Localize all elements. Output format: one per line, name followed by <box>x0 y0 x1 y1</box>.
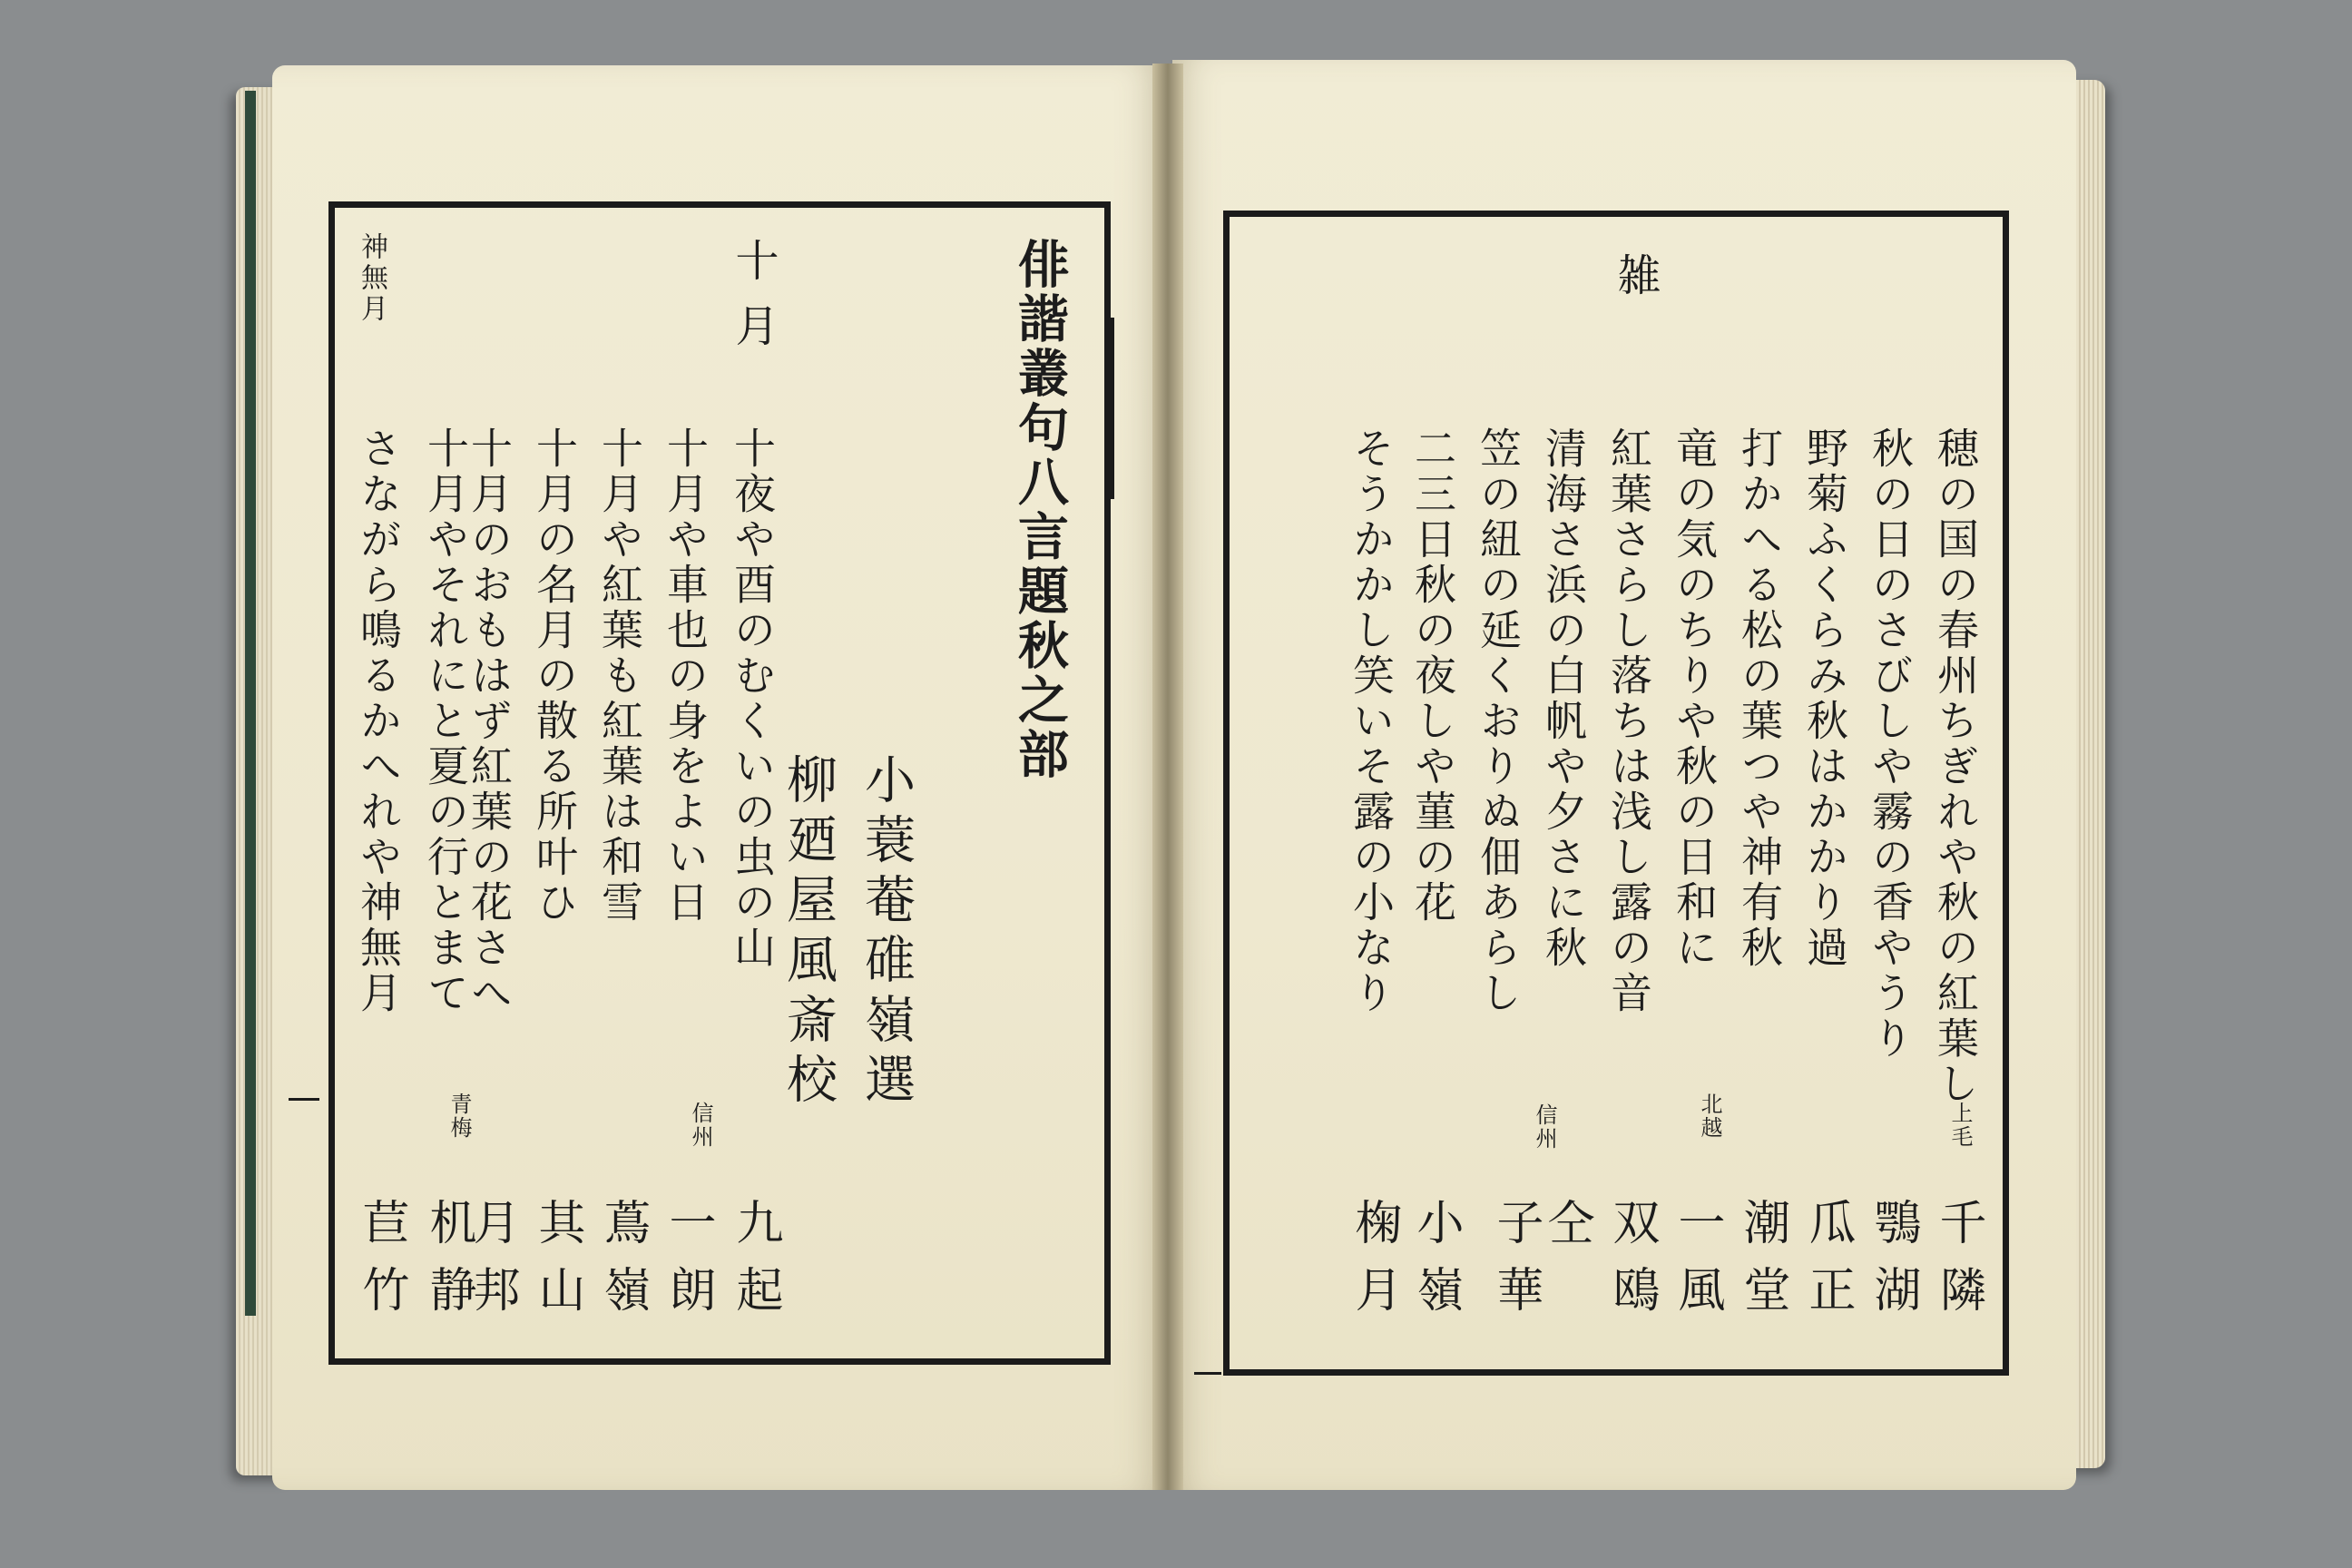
left-verse-7-author: 苣竹 <box>354 1198 408 1332</box>
left-verse-5-author: 月邦 <box>465 1198 519 1332</box>
editor-line-1: 小蓑菴碓嶺選 <box>857 753 916 1112</box>
right-verse-5-note: 北越 <box>1697 1093 1722 1140</box>
left-verse-2-author: 一朗 <box>661 1198 715 1332</box>
right-margin-tick <box>1194 1372 1221 1375</box>
right-verse-6-author: 双鴎 <box>1604 1198 1659 1332</box>
right-verse-2: 秋の日のさびしや霧の香やうり <box>1866 426 1915 1062</box>
section-alias: 神無月 <box>356 232 387 325</box>
right-verse-1-note: 上毛 <box>1947 1102 1973 1149</box>
right-verse-5: 竜の気のちりや秋の日和に <box>1670 426 1719 971</box>
left-verse-7: さながら鳴るかへれや神無月 <box>354 426 403 1016</box>
collection-title: 俳諧叢句八言題秋之部 <box>1010 238 1070 782</box>
right-verse-4-author: 潮堂 <box>1735 1198 1789 1332</box>
right-verse-9-author: 小嶺 <box>1408 1198 1463 1332</box>
left-verse-4-author: 其山 <box>530 1198 584 1332</box>
right-verse-1-author: 千隣 <box>1931 1198 1985 1332</box>
left-verse-5: 十月のおもはず紅葉の花さへ <box>465 426 514 1016</box>
title-side-rule <box>1109 318 1114 499</box>
right-verse-5-author: 一風 <box>1670 1198 1724 1332</box>
editor-line-2: 柳廼屋風斎校 <box>779 753 838 1112</box>
right-verse-7-author: 仝 <box>1539 1198 1593 1265</box>
right-verse-10: そうかかし笑いそ露の小なり <box>1347 426 1396 1016</box>
left-verse-6-author: 机静 <box>421 1198 475 1332</box>
book-cover-edge <box>245 91 256 1316</box>
section-heading: 雑 <box>1610 252 1661 318</box>
left-verse-3: 十月や紅葉も紅葉は和雪 <box>595 426 644 926</box>
book-gutter <box>1152 64 1183 1490</box>
left-verse-5-note: 青梅 <box>446 1093 472 1140</box>
left-verse-1-author: 九起 <box>728 1198 782 1332</box>
left-verse-4: 十月の名月の散る所叶ひ <box>530 426 579 926</box>
left-verse-3-author: 蔦嶺 <box>595 1198 650 1332</box>
right-verse-9: 二三日秋の夜しや菫の花 <box>1408 426 1457 926</box>
left-verse-1: 十夜や酉のむくいの虫の山 <box>728 426 777 971</box>
right-verse-8-note: 信州 <box>1532 1103 1557 1151</box>
right-verse-8: 笠の紐の延くおりぬ佃あらし <box>1474 426 1523 1016</box>
left-verse-6: 十月やそれにと夏の行とまて <box>421 426 470 1016</box>
right-verse-4: 打かへる松の葉つや神有秋 <box>1735 426 1784 971</box>
right-verse-7: 清海さ浜の白帆や夕さに秋 <box>1539 426 1588 971</box>
left-verse-2-note: 信州 <box>688 1102 713 1149</box>
right-verse-3-author: 瓜正 <box>1800 1198 1855 1332</box>
right-verse-6: 紅葉さらし落ちは浅し露の音 <box>1604 426 1653 1016</box>
right-verse-10-author: 椈月 <box>1347 1198 1401 1332</box>
right-verse-1: 穂の国の春州ちぎれや秋の紅葉し <box>1931 426 1980 1107</box>
left-verse-2: 十月や車也の身をよい日 <box>661 426 710 926</box>
section-month: 十月 <box>728 238 779 368</box>
right-verse-2-author: 鶚湖 <box>1866 1198 1920 1332</box>
margin-tick <box>289 1098 319 1101</box>
right-verse-8-author: 子華 <box>1488 1198 1543 1332</box>
right-verse-3: 野菊ふくらみ秋はかかり過 <box>1800 426 1849 971</box>
